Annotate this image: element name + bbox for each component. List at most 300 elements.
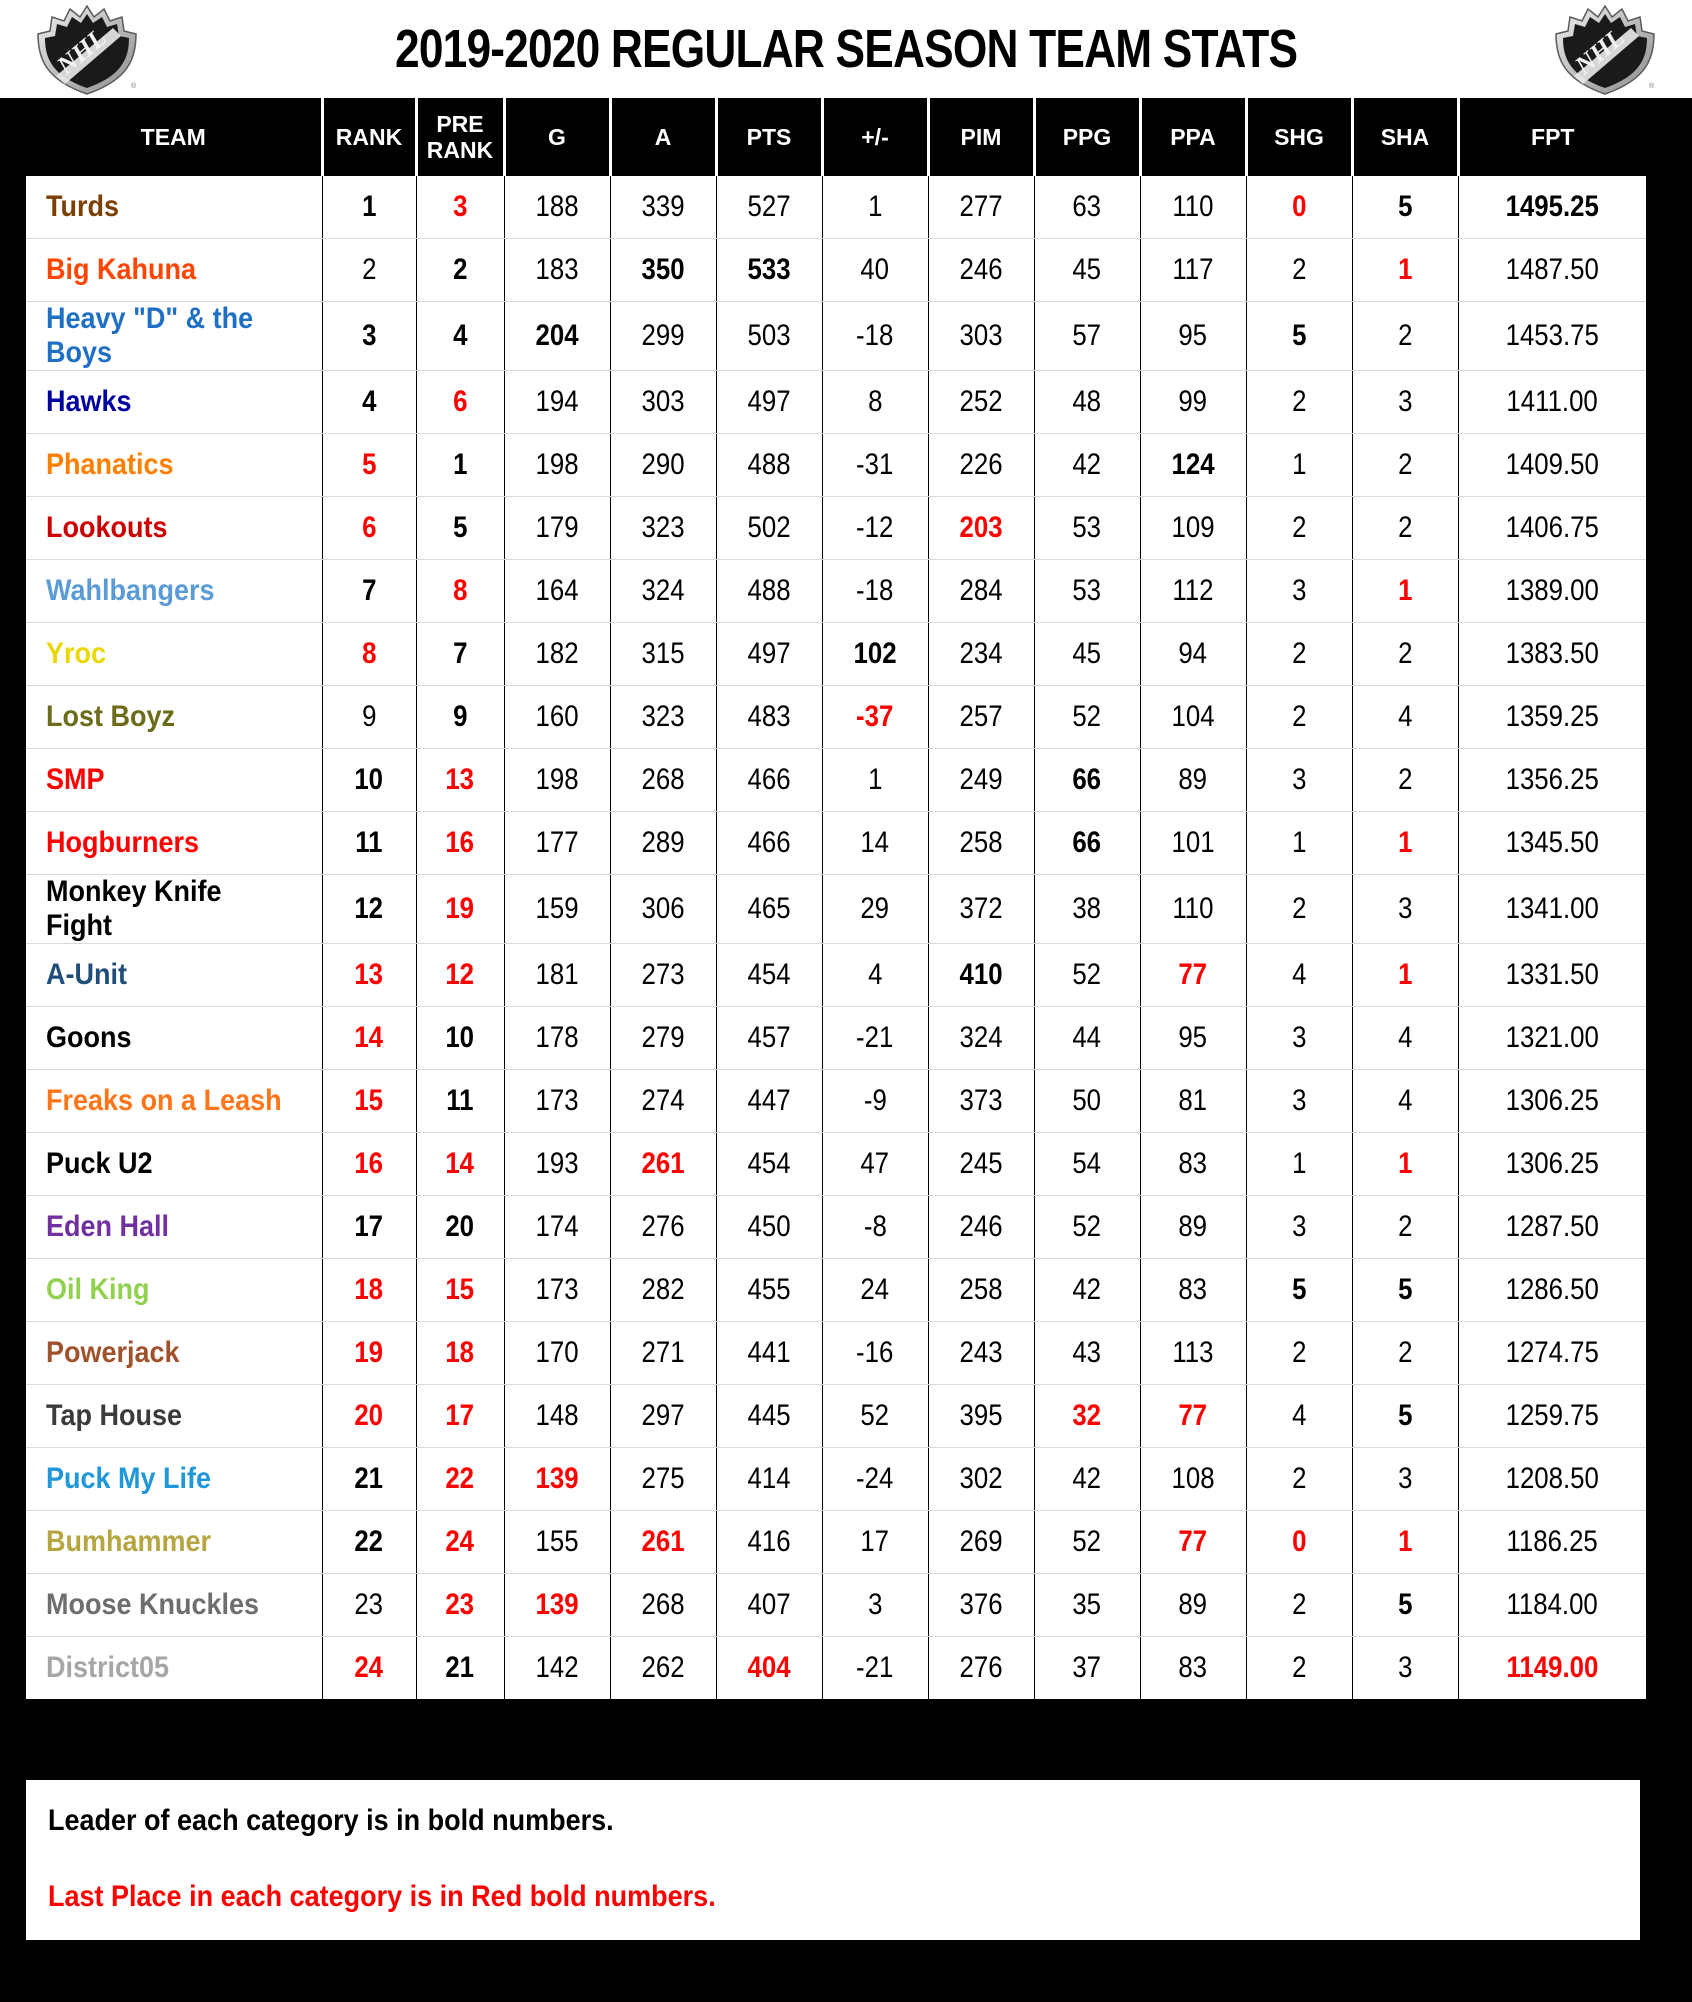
cell-pim: 376: [928, 1574, 1034, 1637]
cell-plus-minus: 14: [822, 812, 928, 875]
cell-shg: 1: [1246, 434, 1352, 497]
cell-points: 407: [716, 1574, 822, 1637]
cell-fantasy-points: 1356.25: [1458, 749, 1646, 812]
cell-ppa: 77: [1140, 1511, 1246, 1574]
table-body: [26, 176, 1646, 1699]
prerank-line2: RANK: [426, 137, 494, 163]
cell-rank: 23: [322, 1574, 416, 1637]
cell-shg: 4: [1246, 944, 1352, 1007]
cell-fantasy-points: 1359.25: [1458, 686, 1646, 749]
cell-shg: 1: [1246, 812, 1352, 875]
cell-ppg: 57: [1034, 302, 1140, 371]
cell-goals: 182: [504, 623, 610, 686]
cell-team-name: District05: [26, 1637, 322, 1700]
cell-team-name: Tap House: [26, 1385, 322, 1448]
cell-plus-minus: 102: [822, 623, 928, 686]
cell-ppa: 109: [1140, 497, 1246, 560]
cell-points: 502: [716, 497, 822, 560]
cell-goals: 179: [504, 497, 610, 560]
cell-fantasy-points: 1306.25: [1458, 1070, 1646, 1133]
cell-assists: 279: [610, 1007, 716, 1070]
svg-text:NHL: NHL: [1569, 22, 1630, 81]
cell-goals: 204: [504, 302, 610, 371]
cell-ppa: 89: [1140, 749, 1246, 812]
cell-shg: 2: [1246, 1322, 1352, 1385]
cell-rank: 11: [322, 812, 416, 875]
cell-points: 457: [716, 1007, 822, 1070]
cell-team-name: A-Unit: [26, 944, 322, 1007]
cell-pre-rank: 5: [416, 497, 504, 560]
column-header-shg[interactable]: SHG: [1246, 98, 1352, 176]
cell-goals: 164: [504, 560, 610, 623]
cell-plus-minus: -31: [822, 434, 928, 497]
cell-goals: 170: [504, 1322, 610, 1385]
cell-assists: 261: [610, 1511, 716, 1574]
page-title: 2019-2020 REGULAR SEASON TEAM STATS: [394, 19, 1298, 79]
cell-pim: 234: [928, 623, 1034, 686]
cell-goals: 194: [504, 371, 610, 434]
cell-fantasy-points: 1321.00: [1458, 1007, 1646, 1070]
cell-ppg: 37: [1034, 1637, 1140, 1700]
cell-shg: 3: [1246, 1196, 1352, 1259]
table-row: [26, 1259, 1646, 1322]
cell-ppg: 32: [1034, 1385, 1140, 1448]
cell-goals: 173: [504, 1259, 610, 1322]
cell-pim: 276: [928, 1637, 1034, 1700]
cell-ppg: 42: [1034, 1448, 1140, 1511]
column-header-rank[interactable]: RANK: [322, 98, 416, 176]
cell-pre-rank: 6: [416, 371, 504, 434]
cell-sha: 2: [1352, 497, 1458, 560]
cell-points: 527: [716, 176, 822, 239]
cell-fantasy-points: 1406.75: [1458, 497, 1646, 560]
cell-plus-minus: -8: [822, 1196, 928, 1259]
cell-team-name: SMP: [26, 749, 322, 812]
cell-sha: 2: [1352, 434, 1458, 497]
cell-sha: 1: [1352, 944, 1458, 1007]
cell-ppg: 42: [1034, 434, 1140, 497]
cell-plus-minus: -21: [822, 1007, 928, 1070]
table-row: [26, 434, 1646, 497]
cell-assists: 268: [610, 749, 716, 812]
table-row: [26, 623, 1646, 686]
title-band: [0, 0, 1692, 98]
cell-team-name: Puck My Life: [26, 1448, 322, 1511]
cell-ppa: 83: [1140, 1259, 1246, 1322]
cell-goals: 193: [504, 1133, 610, 1196]
cell-pim: 395: [928, 1385, 1034, 1448]
cell-assists: 323: [610, 686, 716, 749]
cell-team-name: Puck U2: [26, 1133, 322, 1196]
cell-points: 450: [716, 1196, 822, 1259]
table-row: [26, 1070, 1646, 1133]
cell-team-name: Monkey Knife Fight: [26, 875, 322, 944]
cell-ppa: 104: [1140, 686, 1246, 749]
cell-pim: 246: [928, 1196, 1034, 1259]
cell-shg: 3: [1246, 560, 1352, 623]
cell-fantasy-points: 1306.25: [1458, 1133, 1646, 1196]
cell-shg: 1: [1246, 1133, 1352, 1196]
cell-assists: 290: [610, 434, 716, 497]
legend-notes: [26, 1780, 1640, 1940]
cell-rank: 24: [322, 1637, 416, 1700]
cell-pre-rank: 3: [416, 176, 504, 239]
table-row: [26, 875, 1646, 944]
cell-goals: 181: [504, 944, 610, 1007]
cell-assists: 339: [610, 176, 716, 239]
cell-pre-rank: 10: [416, 1007, 504, 1070]
cell-fantasy-points: 1383.50: [1458, 623, 1646, 686]
cell-assists: 276: [610, 1196, 716, 1259]
cell-rank: 15: [322, 1070, 416, 1133]
cell-shg: 0: [1246, 176, 1352, 239]
cell-sha: 1: [1352, 1511, 1458, 1574]
cell-pre-rank: 14: [416, 1133, 504, 1196]
cell-assists: 299: [610, 302, 716, 371]
cell-assists: 297: [610, 1385, 716, 1448]
cell-pre-rank: 2: [416, 239, 504, 302]
cell-rank: 16: [322, 1133, 416, 1196]
column-header-sha[interactable]: SHA: [1352, 98, 1458, 176]
cell-pim: 372: [928, 875, 1034, 944]
table-row: [26, 1574, 1646, 1637]
cell-rank: 5: [322, 434, 416, 497]
cell-sha: 2: [1352, 749, 1458, 812]
cell-pre-rank: 8: [416, 560, 504, 623]
cell-rank: 3: [322, 302, 416, 371]
cell-team-name: Bumhammer: [26, 1511, 322, 1574]
stats-table-wrapper: [26, 98, 1640, 1699]
cell-pim: 243: [928, 1322, 1034, 1385]
cell-points: 455: [716, 1259, 822, 1322]
cell-goals: 159: [504, 875, 610, 944]
cell-shg: 2: [1246, 371, 1352, 434]
cell-ppg: 63: [1034, 176, 1140, 239]
cell-fantasy-points: 1453.75: [1458, 302, 1646, 371]
table-row: [26, 560, 1646, 623]
table-row: [26, 1007, 1646, 1070]
cell-rank: 10: [322, 749, 416, 812]
cell-fantasy-points: 1495.25: [1458, 176, 1646, 239]
cell-fantasy-points: 1259.75: [1458, 1385, 1646, 1448]
table-row: [26, 371, 1646, 434]
cell-sha: 5: [1352, 1259, 1458, 1322]
cell-fantasy-points: 1331.50: [1458, 944, 1646, 1007]
cell-sha: 2: [1352, 302, 1458, 371]
prerank-line1: PRE: [436, 110, 484, 137]
cell-goals: 174: [504, 1196, 610, 1259]
column-header-g[interactable]: G: [504, 98, 610, 176]
cell-pre-rank: 19: [416, 875, 504, 944]
cell-sha: 3: [1352, 875, 1458, 944]
cell-ppg: 54: [1034, 1133, 1140, 1196]
cell-plus-minus: -16: [822, 1322, 928, 1385]
cell-ppa: 117: [1140, 239, 1246, 302]
cell-plus-minus: 47: [822, 1133, 928, 1196]
cell-pim: 277: [928, 176, 1034, 239]
cell-rank: 18: [322, 1259, 416, 1322]
cell-rank: 8: [322, 623, 416, 686]
cell-ppa: 110: [1140, 176, 1246, 239]
cell-fantasy-points: 1389.00: [1458, 560, 1646, 623]
cell-pre-rank: 4: [416, 302, 504, 371]
svg-text:®: ®: [1649, 83, 1655, 90]
cell-assists: 289: [610, 812, 716, 875]
nhl-shield-logo-right: [1550, 4, 1660, 96]
cell-fantasy-points: 1411.00: [1458, 371, 1646, 434]
cell-shg: 2: [1246, 1448, 1352, 1511]
table-row: [26, 1322, 1646, 1385]
cell-assists: 303: [610, 371, 716, 434]
cell-ppa: 89: [1140, 1574, 1246, 1637]
cell-shg: 2: [1246, 686, 1352, 749]
cell-sha: 5: [1352, 1574, 1458, 1637]
cell-ppg: 52: [1034, 686, 1140, 749]
cell-ppg: 45: [1034, 623, 1140, 686]
cell-sha: 5: [1352, 1385, 1458, 1448]
cell-assists: 271: [610, 1322, 716, 1385]
cell-rank: 17: [322, 1196, 416, 1259]
cell-assists: 315: [610, 623, 716, 686]
cell-fantasy-points: 1274.75: [1458, 1322, 1646, 1385]
cell-team-name: Lookouts: [26, 497, 322, 560]
cell-pim: 269: [928, 1511, 1034, 1574]
column-header-ppg[interactable]: PPG: [1034, 98, 1140, 176]
cell-goals: 160: [504, 686, 610, 749]
cell-ppg: 52: [1034, 1511, 1140, 1574]
cell-points: 497: [716, 371, 822, 434]
cell-plus-minus: 17: [822, 1511, 928, 1574]
cell-team-name: Big Kahuna: [26, 239, 322, 302]
cell-pre-rank: 22: [416, 1448, 504, 1511]
cell-pim: 410: [928, 944, 1034, 1007]
cell-plus-minus: 1: [822, 749, 928, 812]
cell-ppg: 52: [1034, 944, 1140, 1007]
cell-pim: 246: [928, 239, 1034, 302]
cell-pre-rank: 16: [416, 812, 504, 875]
cell-pre-rank: 23: [416, 1574, 504, 1637]
cell-team-name: Hawks: [26, 371, 322, 434]
cell-pre-rank: 1: [416, 434, 504, 497]
cell-goals: 173: [504, 1070, 610, 1133]
cell-rank: 14: [322, 1007, 416, 1070]
cell-assists: 273: [610, 944, 716, 1007]
cell-sha: 2: [1352, 623, 1458, 686]
cell-points: 414: [716, 1448, 822, 1511]
cell-rank: 6: [322, 497, 416, 560]
svg-text:NHL: NHL: [51, 22, 112, 81]
cell-ppa: 113: [1140, 1322, 1246, 1385]
cell-ppg: 48: [1034, 371, 1140, 434]
svg-text:®: ®: [131, 83, 137, 90]
cell-pim: 324: [928, 1007, 1034, 1070]
cell-sha: 1: [1352, 1133, 1458, 1196]
cell-points: 454: [716, 944, 822, 1007]
cell-ppa: 83: [1140, 1133, 1246, 1196]
column-header-pts[interactable]: PTS: [716, 98, 822, 176]
cell-assists: 306: [610, 875, 716, 944]
cell-shg: 2: [1246, 1574, 1352, 1637]
nhl-shield-logo-left: [32, 4, 142, 96]
column-header-plusminus[interactable]: +/-: [822, 98, 928, 176]
cell-fantasy-points: 1286.50: [1458, 1259, 1646, 1322]
cell-team-name: Powerjack: [26, 1322, 322, 1385]
table-row: [26, 1133, 1646, 1196]
cell-points: 497: [716, 623, 822, 686]
table-row: [26, 176, 1646, 239]
table-row: [26, 497, 1646, 560]
cell-ppa: 101: [1140, 812, 1246, 875]
cell-shg: 0: [1246, 1511, 1352, 1574]
cell-shg: 2: [1246, 623, 1352, 686]
cell-points: 483: [716, 686, 822, 749]
cell-pre-rank: 12: [416, 944, 504, 1007]
cell-fantasy-points: 1345.50: [1458, 812, 1646, 875]
cell-ppg: 35: [1034, 1574, 1140, 1637]
cell-rank: 21: [322, 1448, 416, 1511]
cell-plus-minus: -18: [822, 560, 928, 623]
cell-shg: 3: [1246, 1070, 1352, 1133]
cell-pre-rank: 17: [416, 1385, 504, 1448]
cell-sha: 3: [1352, 371, 1458, 434]
cell-fantasy-points: 1287.50: [1458, 1196, 1646, 1259]
cell-goals: 142: [504, 1637, 610, 1700]
cell-points: 454: [716, 1133, 822, 1196]
cell-points: 488: [716, 434, 822, 497]
cell-fantasy-points: 1186.25: [1458, 1511, 1646, 1574]
cell-points: 404: [716, 1637, 822, 1700]
cell-plus-minus: 29: [822, 875, 928, 944]
cell-plus-minus: 1: [822, 176, 928, 239]
cell-shg: 5: [1246, 302, 1352, 371]
cell-plus-minus: 8: [822, 371, 928, 434]
cell-points: 441: [716, 1322, 822, 1385]
cell-sha: 5: [1352, 176, 1458, 239]
cell-assists: 261: [610, 1133, 716, 1196]
cell-team-name: Heavy "D" & the Boys: [26, 302, 322, 371]
cell-assists: 262: [610, 1637, 716, 1700]
cell-team-name: Freaks on a Leash: [26, 1070, 322, 1133]
cell-ppa: 94: [1140, 623, 1246, 686]
column-header-team[interactable]: TEAM: [26, 98, 322, 176]
cell-rank: 1: [322, 176, 416, 239]
column-header-pim[interactable]: PIM: [928, 98, 1034, 176]
table-row: [26, 812, 1646, 875]
cell-goals: 177: [504, 812, 610, 875]
cell-fantasy-points: 1184.00: [1458, 1574, 1646, 1637]
cell-ppa: 83: [1140, 1637, 1246, 1700]
cell-assists: 268: [610, 1574, 716, 1637]
cell-plus-minus: 4: [822, 944, 928, 1007]
table-row: [26, 239, 1646, 302]
cell-goals: 198: [504, 434, 610, 497]
cell-team-name: Turds: [26, 176, 322, 239]
cell-team-name: Lost Boyz: [26, 686, 322, 749]
table-row: [26, 1196, 1646, 1259]
cell-ppa: 95: [1140, 302, 1246, 371]
cell-pim: 203: [928, 497, 1034, 560]
cell-sha: 4: [1352, 686, 1458, 749]
cell-points: 416: [716, 1511, 822, 1574]
cell-pre-rank: 24: [416, 1511, 504, 1574]
cell-team-name: Oil King: [26, 1259, 322, 1322]
cell-ppg: 52: [1034, 1196, 1140, 1259]
cell-plus-minus: -9: [822, 1070, 928, 1133]
cell-pre-rank: 9: [416, 686, 504, 749]
cell-ppa: 124: [1140, 434, 1246, 497]
cell-ppa: 89: [1140, 1196, 1246, 1259]
cell-rank: 13: [322, 944, 416, 1007]
cell-pre-rank: 20: [416, 1196, 504, 1259]
cell-rank: 4: [322, 371, 416, 434]
cell-points: 488: [716, 560, 822, 623]
cell-ppg: 53: [1034, 497, 1140, 560]
cell-shg: 2: [1246, 875, 1352, 944]
column-header-fpt[interactable]: FPT: [1458, 98, 1646, 176]
cell-ppa: 95: [1140, 1007, 1246, 1070]
cell-ppg: 53: [1034, 560, 1140, 623]
cell-team-name: Hogburners: [26, 812, 322, 875]
cell-rank: 20: [322, 1385, 416, 1448]
column-header-ppa[interactable]: PPA: [1140, 98, 1246, 176]
cell-pim: 302: [928, 1448, 1034, 1511]
cell-points: 466: [716, 749, 822, 812]
cell-ppg: 66: [1034, 749, 1140, 812]
column-header-a[interactable]: A: [610, 98, 716, 176]
cell-fantasy-points: 1208.50: [1458, 1448, 1646, 1511]
note-leader-text: Leader of each category is in bold numbers.: [48, 1804, 614, 1837]
table-row: [26, 1511, 1646, 1574]
cell-pre-rank: 7: [416, 623, 504, 686]
cell-shg: 2: [1246, 1637, 1352, 1700]
cell-ppg: 38: [1034, 875, 1140, 944]
cell-sha: 3: [1352, 1637, 1458, 1700]
cell-assists: 275: [610, 1448, 716, 1511]
cell-assists: 282: [610, 1259, 716, 1322]
cell-team-name: Wahlbangers: [26, 560, 322, 623]
cell-points: 445: [716, 1385, 822, 1448]
cell-plus-minus: -18: [822, 302, 928, 371]
cell-points: 465: [716, 875, 822, 944]
table-header-row: [26, 98, 1646, 176]
cell-plus-minus: -12: [822, 497, 928, 560]
table-row: [26, 749, 1646, 812]
table-row: [26, 1637, 1646, 1700]
cell-pim: 373: [928, 1070, 1034, 1133]
table-row: [26, 1385, 1646, 1448]
cell-plus-minus: 40: [822, 239, 928, 302]
cell-pim: 284: [928, 560, 1034, 623]
cell-sha: 4: [1352, 1007, 1458, 1070]
cell-plus-minus: 24: [822, 1259, 928, 1322]
cell-sha: 2: [1352, 1322, 1458, 1385]
cell-points: 466: [716, 812, 822, 875]
cell-ppg: 42: [1034, 1259, 1140, 1322]
cell-team-name: Moose Knuckles: [26, 1574, 322, 1637]
cell-assists: 274: [610, 1070, 716, 1133]
cell-points: 503: [716, 302, 822, 371]
cell-pre-rank: 18: [416, 1322, 504, 1385]
column-header-prerank[interactable]: [416, 98, 504, 176]
cell-assists: 323: [610, 497, 716, 560]
cell-shg: 3: [1246, 749, 1352, 812]
cell-assists: 350: [610, 239, 716, 302]
cell-goals: 188: [504, 176, 610, 239]
cell-points: 447: [716, 1070, 822, 1133]
cell-plus-minus: -37: [822, 686, 928, 749]
cell-ppa: 81: [1140, 1070, 1246, 1133]
cell-team-name: Eden Hall: [26, 1196, 322, 1259]
